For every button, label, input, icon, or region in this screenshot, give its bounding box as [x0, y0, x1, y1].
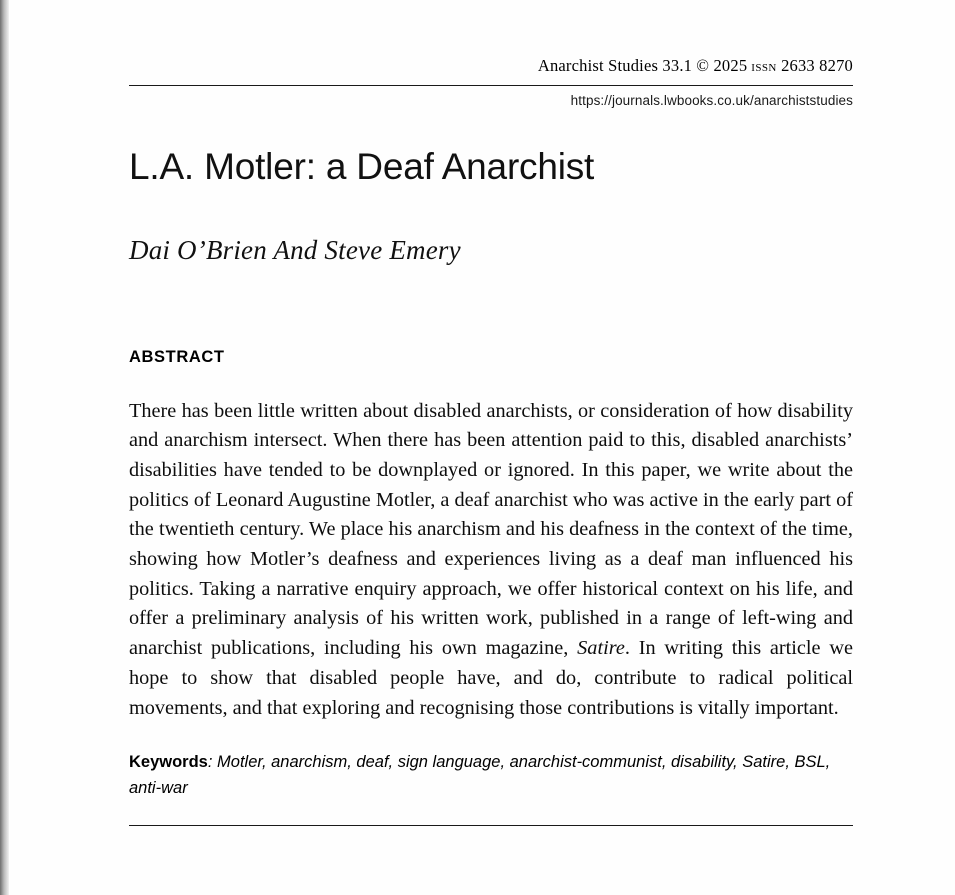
keywords-label: Keywords: [129, 753, 208, 772]
issn-label: issn: [751, 59, 777, 75]
abstract-text: [129, 397, 853, 724]
issn-value: 2633 8270: [781, 56, 853, 75]
keywords-line: [129, 749, 845, 801]
journal-url[interactable]: https://journals.lwbooks.co.uk/anarchiststudies: [570, 93, 853, 108]
header-rule: [129, 85, 853, 86]
abstract-text-part-2: . In writing this article we hope to show that disabled people have, and do, contribute to radical political movements, and that exploring and recognising those contributions is vitally important.: [129, 637, 853, 719]
journal-citation: Anarchist Studies 33.1 © 2025: [537, 56, 748, 75]
footer-rule: [129, 825, 853, 826]
running-head: [129, 0, 853, 76]
abstract-magazine-title: Satire: [577, 637, 625, 660]
keywords-separator: :: [207, 753, 218, 772]
keywords-list: Motler, anarchism, deaf, sign language, anarchist-communist, disability, Satire, BSL, anti-war: [129, 753, 831, 798]
page-gutter-shadow: [0, 0, 9, 895]
author-byline: Dai O’Brien And Steve Emery: [129, 234, 461, 265]
page-content: [129, 0, 853, 826]
abstract-text-part-1: There has been little written about disabled anarchists, or consideration of how disability and anarchism intersect. When there has been attention paid to this, disabled anarchists’ disabilities have tended to be downplayed or ignored. In this paper, we write about the politics of Leonard Augustine Motler, a deaf anarchist who was active in the early part of the twentieth century. We place his anarchism and his deafness in the context of the time, showing how Motler’s deafness and experiences living as a deaf man influenced his politics. Taking a narrative enquiry approach, we offer historical context on his life, and offer a preliminary analysis of his written work, published in a range of left-wing and anarchist publications, including his own magazine,: [129, 399, 853, 660]
page-title: L.A. Motler: a Deaf Anarchist: [129, 146, 595, 187]
abstract-heading: ABSTRACT: [129, 347, 225, 366]
